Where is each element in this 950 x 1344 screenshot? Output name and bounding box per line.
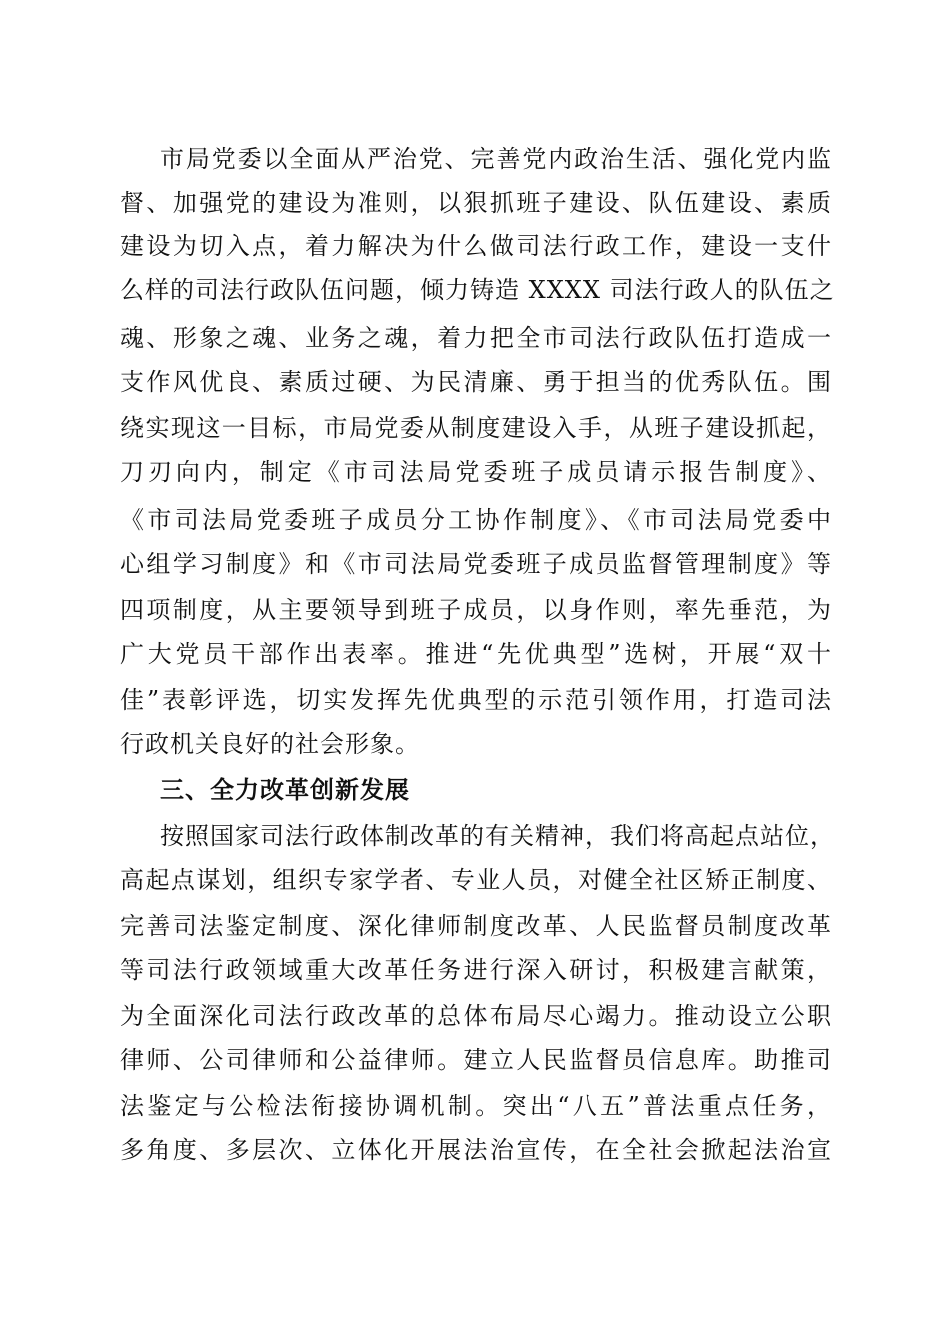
- paragraph-1-line: 市局党委以全面从严治党、完善党内政治生活、强化党内监: [160, 145, 832, 173]
- paragraph-1-line: 魂、形象之魂、业务之魂，着力把全市司法行政队伍打造成一: [120, 324, 832, 352]
- paragraph-1-line: 支作风优良、素质过硬、为民清廉、勇于担当的优秀队伍。围: [120, 368, 832, 396]
- paragraph-1-line: 么样的司法行政队伍问题，倾力铸造 XXXX 司法行政人的队伍之: [120, 276, 835, 304]
- paragraph-2-line: 完善司法鉴定制度、深化律师制度改革、人民监督员制度改革: [120, 912, 832, 940]
- paragraph-2-line: 等司法行政领域重大改革任务进行深入研讨，积极建言献策，: [120, 956, 832, 984]
- paragraph-2-line: 高起点谋划，组织专家学者、专业人员，对健全社区矫正制度、: [120, 866, 832, 894]
- paragraph-2-line: 法鉴定与公检法衔接协调机制。突出“八五”普法重点任务，: [120, 1092, 832, 1120]
- paragraph-1-line: 心组学习制度》和《市司法局党委班子成员监督管理制度》等: [120, 550, 832, 578]
- paragraph-1-line: 行政机关良好的社会形象。: [120, 730, 420, 758]
- paragraph-1-line: 建设为切入点，着力解决为什么做司法行政工作，建设一支什: [120, 232, 832, 260]
- paragraph-2-line: 为全面深化司法行政改革的总体布局尽心竭力。推动设立公职: [120, 1002, 832, 1030]
- paragraph-2-line: 按照国家司法行政体制改革的有关精神，我们将高起点站位，: [160, 822, 835, 850]
- paragraph-1-line: 督、加强党的建设为准则，以狠抓班子建设、队伍建设、素质: [120, 189, 832, 217]
- paragraph-2-line: 多角度、多层次、立体化开展法治宣传，在全社会掀起法治宣: [120, 1136, 832, 1164]
- section-heading: 三、全力改革创新发展: [160, 776, 410, 804]
- paragraph-1-line: 绕实现这一目标，市局党委从制度建设入手，从班子建设抓起，: [120, 414, 832, 442]
- paragraph-1-line: 四项制度，从主要领导到班子成员，以身作则，率先垂范，为: [120, 596, 832, 624]
- paragraph-1-line: 刀刃向内，制定《市司法局党委班子成员请示报告制度》、: [120, 458, 832, 486]
- paragraph-1-line: 广大党员干部作出表率。推进“先优典型”选树，开展“双十: [120, 640, 832, 668]
- paragraph-1-line: 佳”表彰评选，切实发挥先优典型的示范引领作用，打造司法: [120, 686, 832, 714]
- paragraph-1-line: 《市司法局党委班子成员分工协作制度》、《市司法局党委中: [120, 506, 832, 534]
- paragraph-2-line: 律师、公司律师和公益律师。建立人民监督员信息库。助推司: [120, 1046, 832, 1074]
